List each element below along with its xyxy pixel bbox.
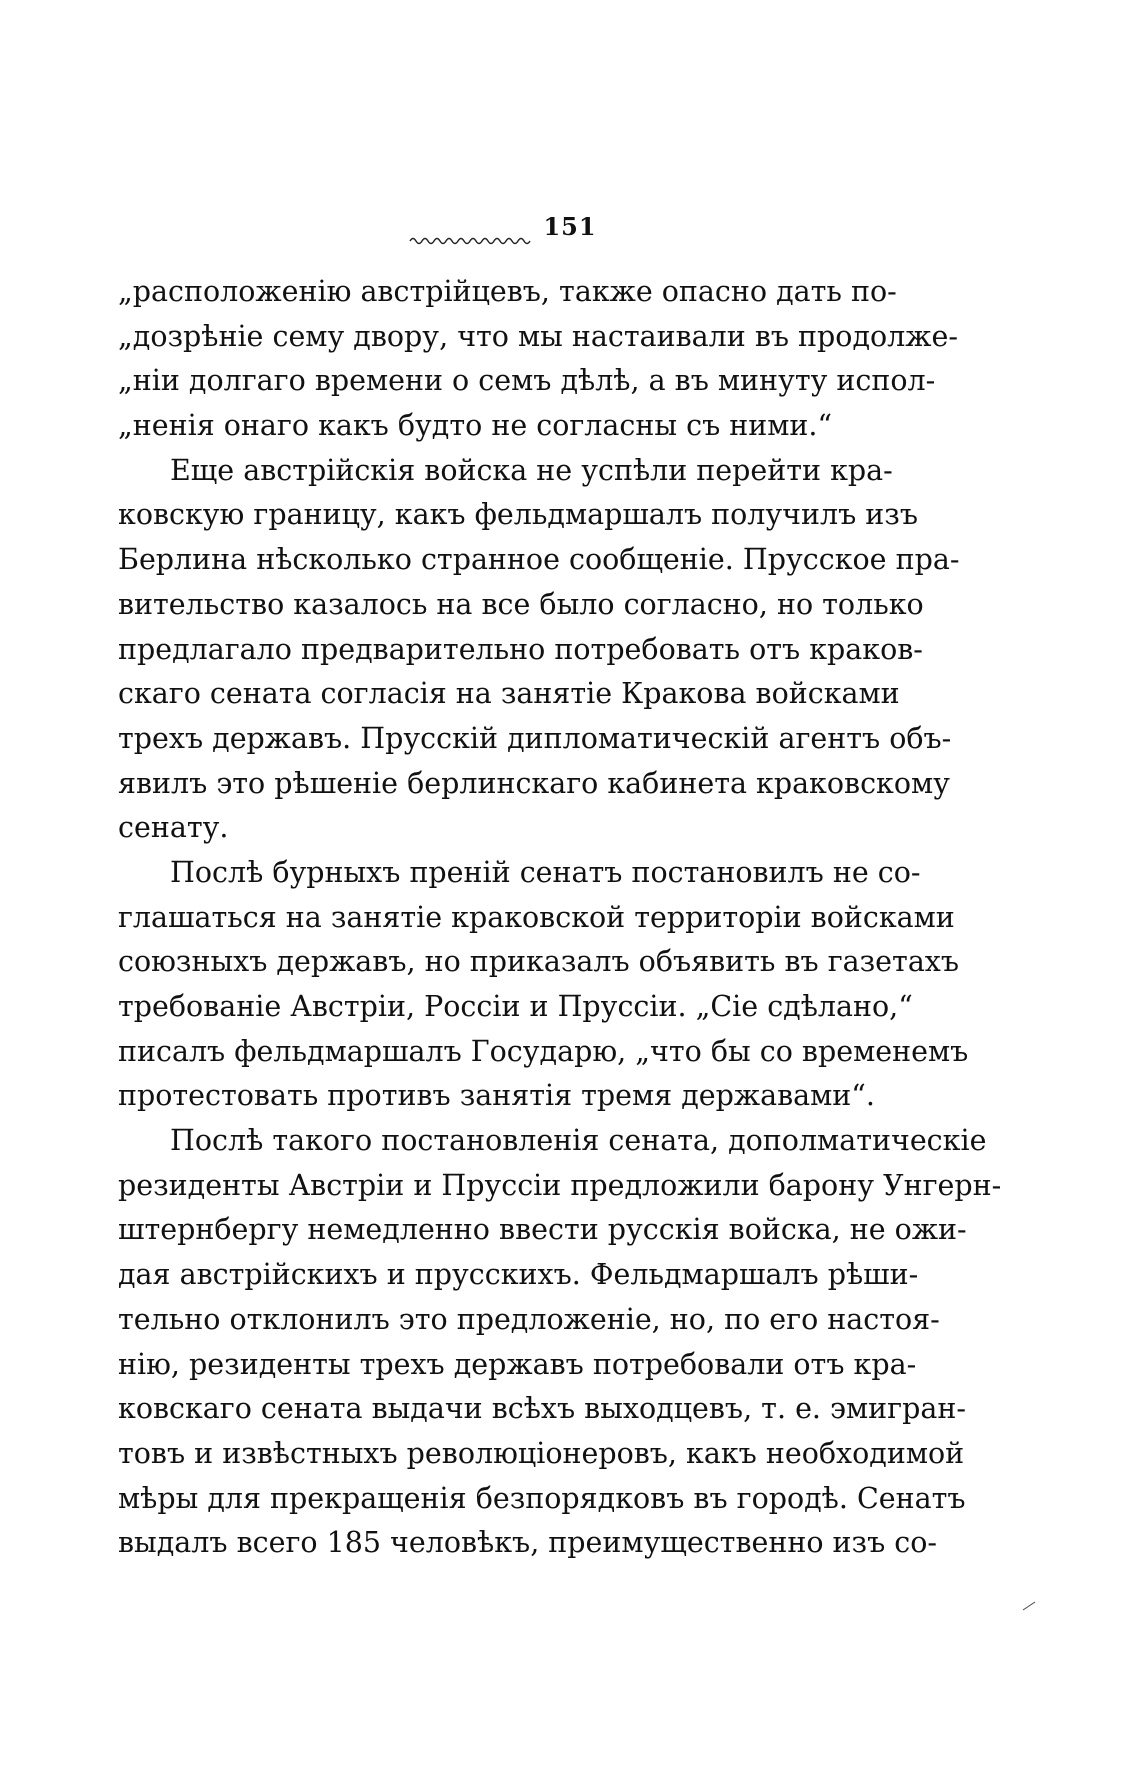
text-line: товъ и извѣстныхъ революціонеровъ, какъ необходимой — [118, 1436, 965, 1470]
text-line: Послѣ такого постановленія сената, дополматическіе — [170, 1124, 987, 1158]
text-line: „дозрѣніе сему двору, что мы настаивали въ продолже- — [118, 319, 958, 353]
text-line: дая австрійскихъ и прусскихъ. Фельдмаршалъ рѣши- — [118, 1258, 919, 1292]
text-line: Берлина нѣсколько странное сообщеніе. Прусское пра- — [118, 543, 960, 577]
text-line: резиденты Австріи и Пруссіи предложили барону Унгерн- — [118, 1168, 1002, 1202]
text-line: штернбергу немедленно ввести русскія войска, не ожи- — [118, 1213, 967, 1247]
text-line: ковскую границу, какъ фельдмаршалъ получилъ изъ — [118, 498, 918, 532]
text-line: трехъ державъ. Прусскій дипломатическій агентъ объ- — [118, 721, 952, 755]
text-line: требованіе Австріи, Россіи и Пруссіи. „Сіе сдѣлано,“ — [118, 990, 913, 1023]
text-line: ковскаго сената выдачи всѣхъ выходцевъ, т. е. эмигран- — [118, 1392, 966, 1426]
text-line: вительство казалось на все было согласно, но только — [118, 587, 924, 621]
text-line: тельно отклонилъ это предложеніе, но, по его настоя- — [118, 1302, 940, 1336]
text-line: союзныхъ державъ, но приказалъ объявить въ газетахъ — [118, 945, 960, 979]
body-text — [118, 270, 1002, 1566]
text-line: мѣры для прекращенія безпорядковъ въ городѣ. Сенатъ — [118, 1481, 966, 1515]
stray-ink-mark — [1022, 1601, 1036, 1611]
text-line: „ненія онаго какъ будто не согласны съ ними.“ — [118, 409, 833, 443]
text-line: протестовать противъ занятія тремя державами“. — [118, 1079, 875, 1113]
text-line: глашаться на занятіе краковской территоріи войсками — [118, 900, 955, 934]
text-line: „ніи долгаго времени о семъ дѣлѣ, а въ минуту испол- — [118, 364, 936, 398]
page-number-ornament — [410, 236, 530, 246]
text-line: нію, резиденты трехъ державъ потребовали отъ кра- — [118, 1347, 917, 1381]
text-line: предлагало предварительно потребовать отъ краков- — [118, 632, 923, 666]
text-line: скаго сената согласія на занятіе Кракова войсками — [118, 677, 900, 711]
text-line: сенату. — [118, 811, 229, 845]
text-line: Послѣ бурныхъ преній сенатъ постановилъ не со- — [170, 855, 921, 889]
page-number: 151 — [543, 212, 597, 241]
text-line: писалъ фельдмаршалъ Государю, „что бы со временемъ — [118, 1034, 969, 1068]
text-line: выдалъ всего 185 человѣкъ, преимущественно изъ со- — [118, 1526, 938, 1560]
text-line: явилъ это рѣшеніе берлинскаго кабинета краковскому — [118, 766, 950, 800]
text-line: „расположенію австрійцевъ, также опасно дать по- — [118, 275, 897, 308]
text-line: Еще австрійскія войска не успѣли перейти кра- — [170, 453, 893, 487]
